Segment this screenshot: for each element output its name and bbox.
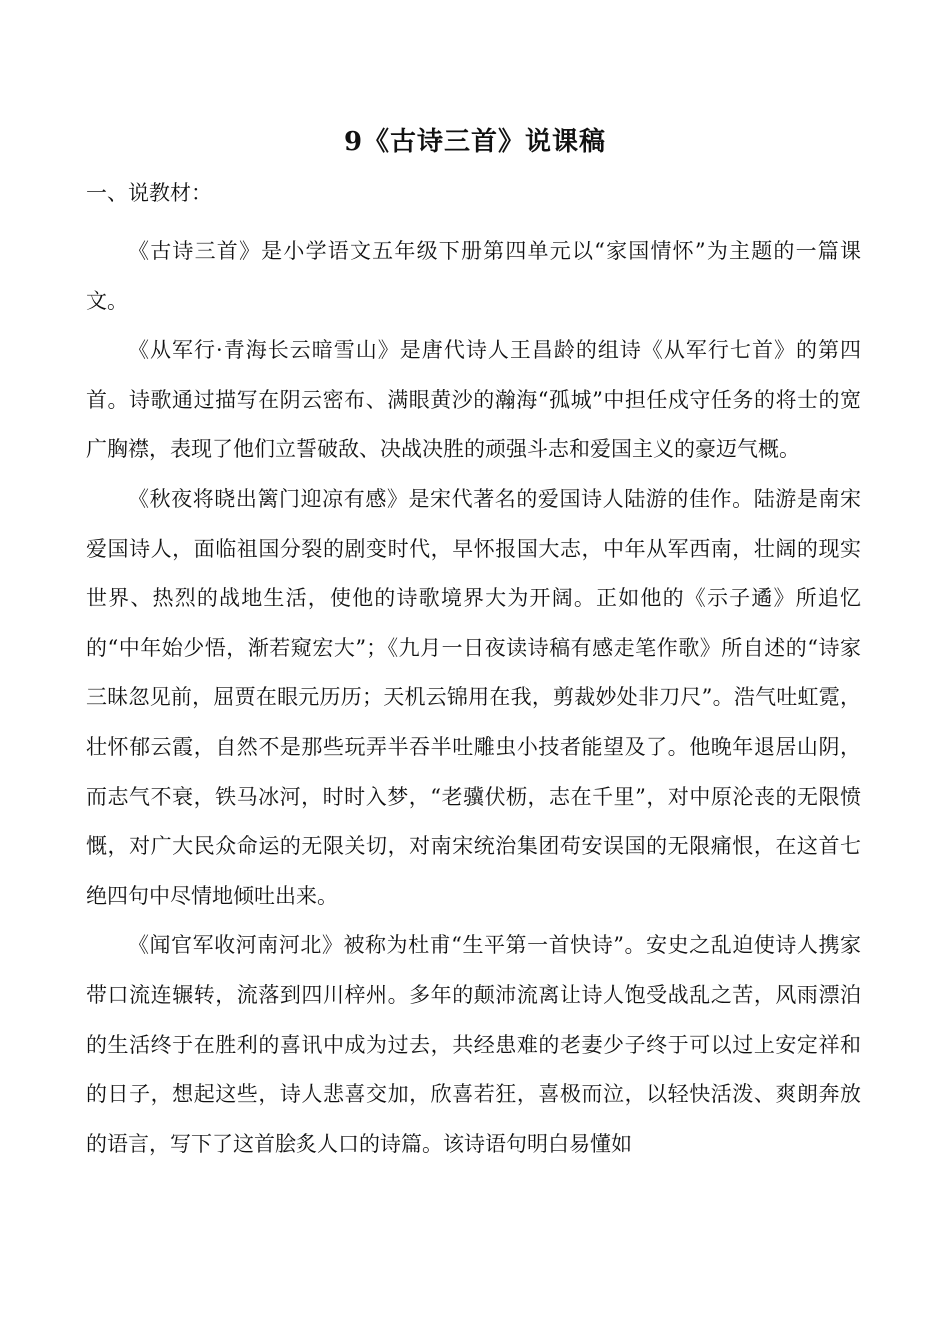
section-heading: 一、说教材： — [86, 181, 212, 205]
body-text — [86, 227, 861, 1169]
paragraph-wenguanjun: 《闻官军收河南河北》被称为杜甫“生平第一首快诗”。安史之乱迫使诗人携家带口流连辗转，流落到四川梓州。多年的颠沛流离让诗人饱受战乱之苦，风雨漂泊的生活终于在胜利的喜讯中成为过去，共经患难的老妻少子终于可以过上安定祥和的日子，想起这些，诗人悲喜交加，欣喜若狂，喜极而泣，以轻快活泼、爽朗奔放的语言，写下了这首脍炙人口的诗篇。该诗语句明白易懂如 — [86, 933, 861, 1156]
paragraph-congjunxing: 《从军行·青海长云暗雪山》是唐代诗人王昌龄的组诗《从军行七首》的第四首。诗歌通过描写在阴云密布、满眼黄沙的瀚海“孤城”中担任戍守任务的将士的宽广胸襟，表现了他们立誓破敌、决战决胜的顽强斗志和爱国主义的豪迈气概。 — [86, 338, 861, 462]
paragraph-intro: 《古诗三首》是小学语文五年级下册第四单元以“家国情怀”为主题的一篇课文。 — [86, 239, 861, 313]
paragraph-qiuye: 《秋夜将晓出篱门迎凉有感》是宋代著名的爱国诗人陆游的佳作。陆游是南宋爱国诗人，面临祖国分裂的剧变时代，早怀报国大志，中年从军西南，壮阔的现实世界、热烈的战地生活，使他的诗歌境界大为开阔。正如他的《示子遹》所追忆的“中年始少悟，渐若窥宏大”；《九月一日夜读诗稿有感走笔作歌》所自述的“诗家三昧忽见前，屈贾在眼元历历；天机云锦用在我，剪裁妙处非刀尺”。浩气吐虹霓，壮怀郁云霞，自然不是那些玩弄半吞半吐雕虫小技者能望及了。他晚年退居山阴，而志气不衰，铁马冰河，时时入梦，“老骥伏枥，志在千里”，对中原沦丧的无限愤慨，对广大民众命运的无限关切，对南宋统治集团苟安误国的无限痛恨，在这首七绝四句中尽情地倾吐出来。 — [86, 486, 861, 908]
page-title: 9《古诗三首》说课稿 — [343, 127, 607, 157]
